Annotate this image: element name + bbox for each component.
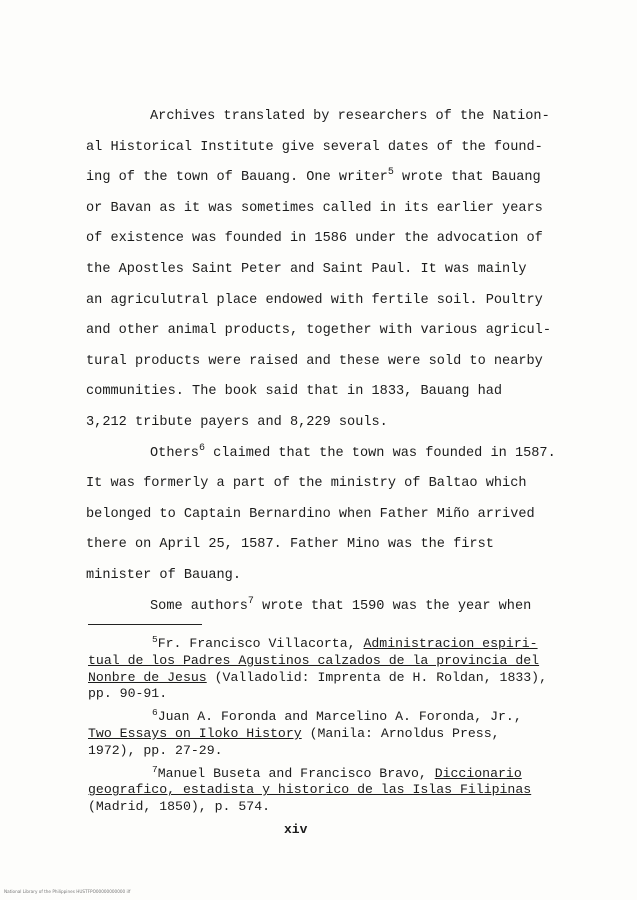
text-line: 3,212 tribute payers and 8,229 souls.	[86, 414, 388, 430]
footnote-line: (Madrid, 1850), p. 574.	[88, 799, 271, 815]
text-line	[86, 439, 566, 470]
text-line	[86, 592, 566, 623]
footnote-number: 6	[152, 707, 158, 719]
text-segment: Others	[150, 445, 199, 461]
text-line: Archives translated by researchers of the Nation-	[150, 109, 550, 124]
footnote-line	[88, 709, 568, 726]
footnote-line	[88, 670, 568, 687]
text-segment: Some authors	[150, 598, 248, 614]
text-line: It was formerly a part of the ministry of Baltao which	[86, 476, 527, 492]
text-line: and other animal products, together with various agricul-	[86, 323, 551, 339]
footnote-line	[88, 726, 568, 743]
text-line: of existence was founded in 1586 under the advocation of	[86, 231, 543, 247]
footnote-ref-6: 6	[198, 442, 205, 454]
text-line: there on April 25, 1587. Father Mino was the first	[86, 537, 494, 553]
footnote-title: Administracion espiri-	[363, 636, 538, 651]
footnote-ref-5: 5	[387, 167, 394, 179]
text-line: al Historical Institute give several dates of the found-	[86, 139, 543, 155]
footnote-author: Manuel Buseta and Francisco Bravo,	[157, 765, 435, 781]
body-text	[86, 102, 566, 622]
footnote-title: Nonbre de Jesus	[88, 669, 207, 685]
footnote-5	[88, 636, 568, 703]
text-line: communities. The book said that in 1833, Bauang had	[86, 384, 503, 400]
footnote-publication: (Manila: Arnoldus Press,	[301, 725, 500, 741]
footnote-line: 1972), pp. 27-29.	[88, 742, 223, 758]
text-line: the Apostles Saint Peter and Saint Paul. It was mainly	[86, 261, 527, 277]
footnote-ref-7: 7	[247, 595, 254, 607]
footnote-author: Juan A. Foronda and Marcelino A. Foronda, Jr.,	[157, 709, 522, 725]
footnote-title: tual de los Padres Agustinos calzados de la provincia del	[88, 652, 540, 668]
footnote-author: Fr. Francisco Villacorta,	[157, 636, 364, 651]
footnote-line	[88, 636, 568, 653]
footnote-number: 5	[152, 634, 158, 645]
footnote-6	[88, 709, 568, 759]
footnotes	[88, 636, 568, 822]
footnote-title: geografico, estadista y historico de las Islas Filipinas	[88, 782, 532, 798]
footnote-7	[88, 763, 568, 816]
text-line	[86, 163, 566, 194]
page-number: xiv	[284, 822, 308, 837]
footnote-title: Diccionario	[434, 765, 522, 781]
footnote-title: Two Essays on Iloko History	[88, 725, 302, 741]
text-segment: ing of the town of Bauang. One writer	[86, 170, 388, 186]
text-line: an agriculutral place endowed with fertile soil. Poultry	[86, 292, 543, 308]
scan-footer: National Library of the Philippines HUSTFPO00000000000 ilf	[4, 889, 131, 894]
text-line: tural products were raised and these were sold to nearby	[86, 353, 543, 369]
text-segment: wrote that 1590 was the year when	[253, 598, 532, 614]
footnote-separator	[88, 624, 202, 625]
footnote-line: pp. 90-91.	[88, 686, 168, 702]
footnote-line	[88, 653, 568, 670]
footnote-publication: (Valladolid: Imprenta de H. Roldan, 1833),	[206, 669, 548, 685]
footnote-line	[88, 763, 568, 783]
footnote-line	[88, 782, 568, 799]
text-line: or Bavan as it was sometimes called in its earlier years	[86, 200, 543, 216]
footnote-number: 7	[152, 763, 158, 775]
text-segment: claimed that the town was founded in 1587.	[204, 445, 556, 461]
text-segment: wrote that Bauang	[393, 170, 541, 186]
text-line: minister of Bauang.	[86, 567, 241, 583]
text-line: belonged to Captain Bernardino when Father Miño arrived	[86, 506, 535, 522]
